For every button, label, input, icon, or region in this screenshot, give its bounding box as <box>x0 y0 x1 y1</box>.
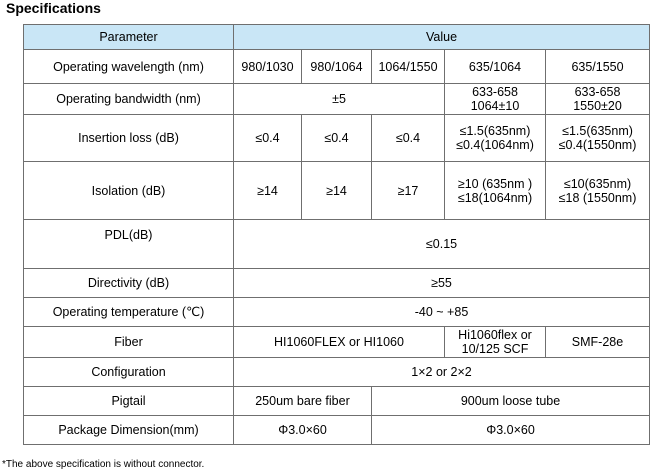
row-operating-wavelength <box>24 50 650 84</box>
cell-value <box>445 84 546 115</box>
header-parameter: Parameter <box>24 25 234 50</box>
cell-value: ±5 <box>234 84 445 115</box>
cell-value: ≥14 <box>302 162 372 220</box>
cell-line: ≤18 (1550nm) <box>558 190 637 205</box>
cell-line: ≤0.4(1550nm) <box>558 138 637 152</box>
cell-value <box>546 84 650 115</box>
row-label: PDL(dB) <box>24 220 234 269</box>
cell-line: ≥10 (635nm ) <box>457 176 533 191</box>
specifications-table <box>23 24 650 445</box>
cell-line: Hi1060flex or <box>458 328 532 342</box>
cell-line: ≤0.4(1064nm) <box>456 138 534 152</box>
row-label: Pigtail <box>24 387 234 416</box>
cell-value <box>445 327 546 358</box>
cell-value <box>445 162 546 220</box>
row-operating-temperature <box>24 298 650 327</box>
cell-value: ≤0.15 <box>234 220 650 269</box>
row-directivity <box>24 269 650 298</box>
row-label: Configuration <box>24 358 234 387</box>
cell-value: Φ3.0×60 <box>234 416 372 445</box>
row-label: Insertion loss (dB) <box>24 115 234 162</box>
row-pdl <box>24 220 650 269</box>
row-label: Directivity (dB) <box>24 269 234 298</box>
page-title: Specifications <box>6 0 101 16</box>
cell-value: ≤0.4 <box>234 115 302 162</box>
cell-value: 635/1064 <box>445 50 546 84</box>
cell-line: ≤1.5(635nm) <box>562 124 633 138</box>
cell-value: Φ3.0×60 <box>372 416 650 445</box>
cell-line: ≤18(1064nm) <box>457 190 533 205</box>
cell-value: -40 ~ +85 <box>234 298 650 327</box>
cell-value <box>546 162 650 220</box>
row-label: Operating bandwidth (nm) <box>24 84 234 115</box>
table-header-row <box>24 25 650 50</box>
cell-line: 633-658 <box>574 85 621 99</box>
cell-value: ≤0.4 <box>302 115 372 162</box>
cell-value: ≥17 <box>372 162 445 220</box>
row-label: Package Dimension(mm) <box>24 416 234 445</box>
row-pigtail <box>24 387 650 416</box>
cell-value: 900um loose tube <box>372 387 650 416</box>
cell-value: 250um bare fiber <box>234 387 372 416</box>
cell-value: HI1060FLEX or HI1060 <box>234 327 445 358</box>
cell-line: 1064±10 <box>470 99 520 113</box>
cell-value: 635/1550 <box>546 50 650 84</box>
cell-value: ≥55 <box>234 269 650 298</box>
cell-value: 980/1030 <box>234 50 302 84</box>
row-fiber <box>24 327 650 358</box>
cell-line: 1550±20 <box>573 99 622 113</box>
cell-value: ≤0.4 <box>372 115 445 162</box>
cell-value <box>546 115 650 162</box>
row-label: Isolation (dB) <box>24 162 234 220</box>
cell-value: ≥14 <box>234 162 302 220</box>
cell-value <box>445 115 546 162</box>
cell-line: 10/125 SCF <box>461 342 529 356</box>
cell-value: SMF-28e <box>546 327 650 358</box>
row-operating-bandwidth <box>24 84 650 115</box>
row-insertion-loss <box>24 115 650 162</box>
header-value: Value <box>234 25 650 50</box>
cell-value: 1×2 or 2×2 <box>234 358 650 387</box>
footnote: *The above specification is without connector. <box>2 459 205 470</box>
row-label: Operating temperature (℃) <box>24 298 234 327</box>
cell-line: 633-658 <box>472 85 518 99</box>
cell-line: ≤1.5(635nm) <box>459 124 531 138</box>
cell-value: 1064/1550 <box>372 50 445 84</box>
row-isolation <box>24 162 650 220</box>
row-configuration <box>24 358 650 387</box>
cell-value: 980/1064 <box>302 50 372 84</box>
row-label: Fiber <box>24 327 234 358</box>
row-label: Operating wavelength (nm) <box>24 50 234 84</box>
cell-line: ≤10(635nm) <box>563 176 632 191</box>
row-package-dimension <box>24 416 650 445</box>
